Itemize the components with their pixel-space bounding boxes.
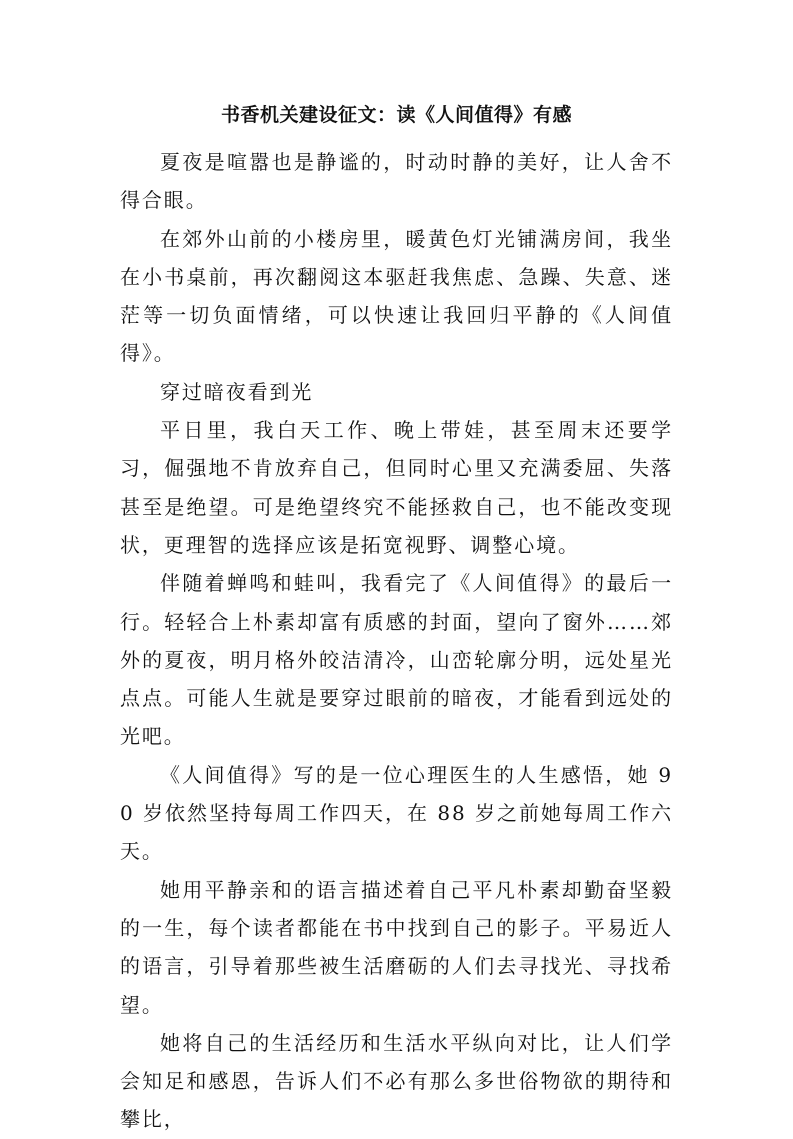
paragraph-daily-life: 平日里，我白天工作、晚上带娃，甚至周末还要学习，倔强地不肯放弃自己，但同时心里又充满委屈、失落甚至是绝望。可是绝望终究不能拯救自己，也不能改变现状，更理智的选择应该是拓宽视野、调整心境。: [120, 418, 673, 557]
paragraph-finished-book: 伴随着蝉鸣和蛙叫，我看完了《人间值得》的最后一行。轻轻合上朴素却富有质感的封面，望向了窗外……郊外的夏夜，明月格外皎洁清冷，山峦轮廓分明，远处星光点点。可能人生就是要穿过眼前的暗夜，才能看到远处的光吧。: [120, 571, 673, 749]
paragraph-intro: 夏夜是喧嚣也是静谧的，时动时静的美好，让人舍不得合眼。: [120, 150, 673, 213]
paragraph-comparison: 她将自己的生活经历和生活水平纵向对比，让人们学会知足和感恩，告诉人们不必有那么多世俗物欲的期待和攀比，: [120, 1030, 673, 1132]
paragraph-book-summary: 《人间值得》写的是一位心理医生的人生感悟，她 90 岁依然坚持每周工作四天，在 88 岁之前她每周工作六天。: [120, 762, 673, 864]
paragraph-setting: 在郊外山前的小楼房里，暖黄色灯光铺满房间，我坐在小书桌前，再次翻阅这本驱赶我焦虑、急躁、失意、迷茫等一切负面情绪，可以快速让我回归平静的《人间值得》。: [120, 226, 673, 366]
section-heading: 穿过暗夜看到光: [160, 379, 314, 404]
paragraph-language: 她用平静亲和的语言描述着自己平凡朴素却勤奋坚毅的一生，每个读者都能在书中找到自己的影子。平易近人的语言，引导着那些被生活磨砺的人们去寻找光、寻找希望。: [120, 877, 673, 1017]
document-title: 书香机关建设征文：读《人间值得》有感: [220, 104, 572, 126]
document-body: [120, 143, 673, 1139]
